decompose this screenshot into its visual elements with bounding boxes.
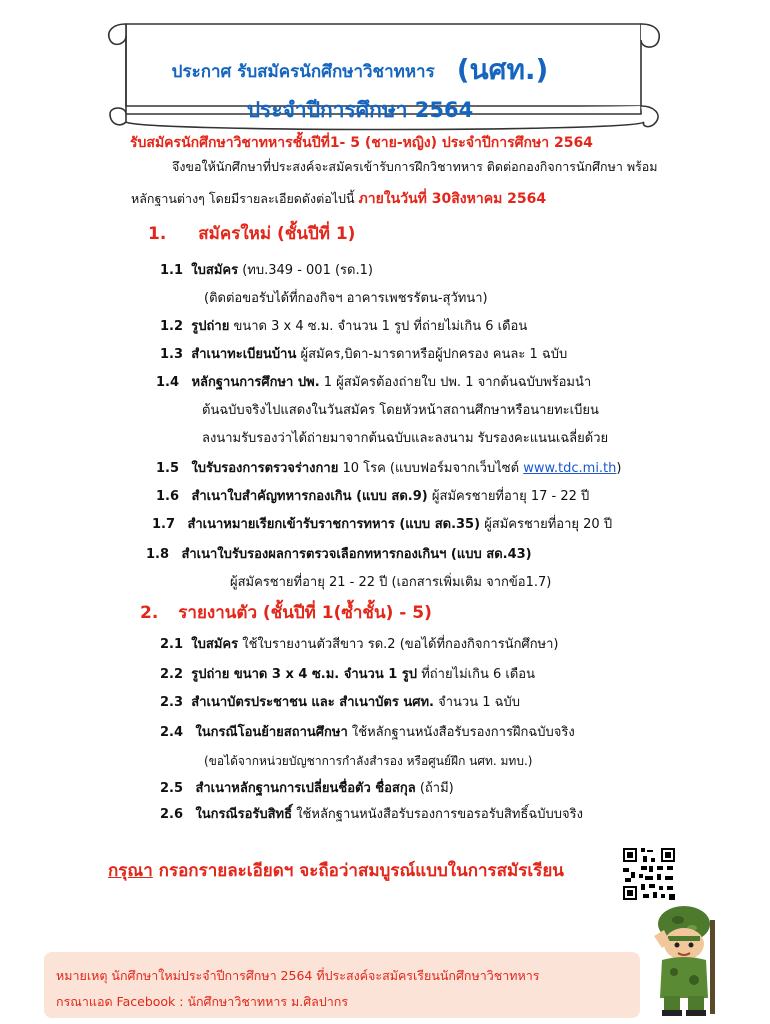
item-2-5: 2.5 สำเนาหลักฐานการเปลี่ยนชื่อตัว ชื่อสกุล (ถ้ามี) (160, 781, 454, 796)
item-1-2: 1.2 รูปถ่าย ขนาด 3 x 4 ซ.ม. จำนวน 1 รูป ที่ถ่ายไม่เกิน 6 เดือน (160, 319, 528, 334)
item-2-2: 2.2 รูปถ่าย ขนาด 3 x 4 ซ.ม. จำนวน 1 รูป ที่ถ่ายไม่เกิน 6 เดือน (160, 667, 535, 682)
item-1-4-detail-2: ลงนามรับรองว่าได้ถ่ายมาจากต้นฉบับและลงนาม รับรองคะแนนเฉลี่ยด้วย (202, 431, 609, 446)
item-2-4: 2.4 ในกรณีโอนย้ายสถานศึกษา ใช้หลักฐานหนังสือรับรองการฝึกฉบับจริง (160, 725, 575, 740)
item-2-6: 2.6 ในกรณีรอรับสิทธิ์ ใช้หลักฐานหนังสือรับรองการขอรอรับสิทธิ์ฉบับบจริง (160, 807, 583, 822)
qr-code-icon (621, 846, 677, 902)
item-2-4-detail: (ขอได้จากหน่วยบัญชาการกำลังสำรอง หรือศูนย์ฝึก นศท. มทบ.) (204, 754, 533, 768)
item-1-8-detail: ผู้สมัครชายที่อายุ 21 - 22 ปี (เอกสารเพิ่มเติม จากข้อ1.7) (230, 575, 552, 590)
footnote-line-2: กรณาแอด Facebook : นักศึกษาวิชาทหาร ม.ศิลปากร (56, 994, 349, 1009)
section-2-heading: 2. รายงานตัว (ชั้นปีที่ 1(ซ้ำชั้น) - 5) (140, 603, 432, 623)
footnote-box (44, 952, 640, 1018)
fill-in-notice: กรุณา กรอกรายละเอียดฯ จะถือว่าสมบูรณ์แบบในการสมัรเรียน (108, 861, 564, 881)
item-1-6: 1.6 สำเนาใบสำคัญทหารกองเกิน (แบบ สด.9) ผู้สมัครชายที่อายุ 17 - 22 ปี (156, 489, 590, 504)
headline: รับสมัครนักศึกษาวิชาทหารชั้นปีที่1- 5 (ชาย-หญิง) ประจำปีการศึกษา 2564 (130, 135, 593, 151)
item-2-3: 2.3 สำเนาบัตรประชาชน และ สำเนาบัตร นศท. จำนวน 1 ฉบับ (160, 695, 521, 710)
item-1-5: 1.5 ใบรับรองการตรวจร่างกาย 10 โรค (แบบฟอร์มจากเว็บไซต์ www.tdc.mi.th) (156, 461, 622, 476)
item-2-1: 2.1 ใบสมัคร ใช้ใบรายงานตัวสีขาว รด.2 (ขอได้ที่กองกิจการนักศึกษา) (160, 637, 559, 652)
item-1-4-detail-1: ต้นฉบับจริงไปแสดงในวันสมัคร โดยหัวหน้าสถานศึกษาหรือนายทะเบียน (202, 403, 599, 418)
item-1-1-detail: (ติดต่อขอรับได้ที่กองกิจฯ อาคารเพชรรัตน-สุวัทนา) (204, 291, 488, 306)
soldier-mascot-icon (650, 900, 728, 1018)
abbr-title: (นศท.) (456, 53, 549, 86)
tdc-website-link[interactable]: www.tdc.mi.th (523, 461, 617, 476)
announcement-title: ประกาศ รับสมัครนักศึกษาวิชาทหาร (นศท.) (171, 53, 549, 86)
item-1-8: 1.8 สำเนาใบรับรองผลการตรวจเลือกทหารกองเกินฯ (แบบ สด.43) (146, 547, 532, 562)
item-1-3: 1.3 สำเนาทะเบียนบ้าน ผู้สมัคร,บิดา-มารดาหรือผู้ปกครอง คนละ 1 ฉบับ (160, 347, 568, 362)
item-1-4: 1.4 หลักฐานการศึกษา ปพ. 1 ผู้สมัครต้องถ่ายใบ ปพ. 1 จากต้นฉบับพร้อมนำ (156, 375, 592, 390)
deadline: ภายในวันที่ 30สิงหาคม 2564 (358, 191, 547, 207)
section-1-heading: 1. สมัครใหม่ (ชั้นปีที่ 1) (148, 224, 356, 244)
intro-para-1: จึงขอให้นักศึกษาที่ประสงค์จะสมัครเข้ารับการฝึกวิชาทหาร ติดต่อกองกิจการนักศึกษา พร้อม (172, 159, 658, 174)
item-1-7: 1.7 สำเนาหมายเรียกเข้ารับราชการทหาร (แบบ สด.35) ผู้สมัครชายที่อายุ 20 ปี (152, 517, 613, 532)
footnote-line-1: หมายเหตุ นักศึกษาใหม่ประจำปีการศึกษา 2564 ที่ประสงค์จะสมัครเรียนนักศึกษาวิชาทหาร (56, 968, 540, 983)
item-1-1: 1.1 ใบสมัคร (ทบ.349 - 001 (รด.1) (160, 263, 373, 278)
intro-para-2: หลักฐานต่างๆ โดยมีรายละเอียดดังต่อไปนี้ ภายในวันที่ 30สิงหาคม 2564 (131, 191, 547, 207)
academic-year-title: ประจำปีการศึกษา 2564 (246, 98, 474, 122)
